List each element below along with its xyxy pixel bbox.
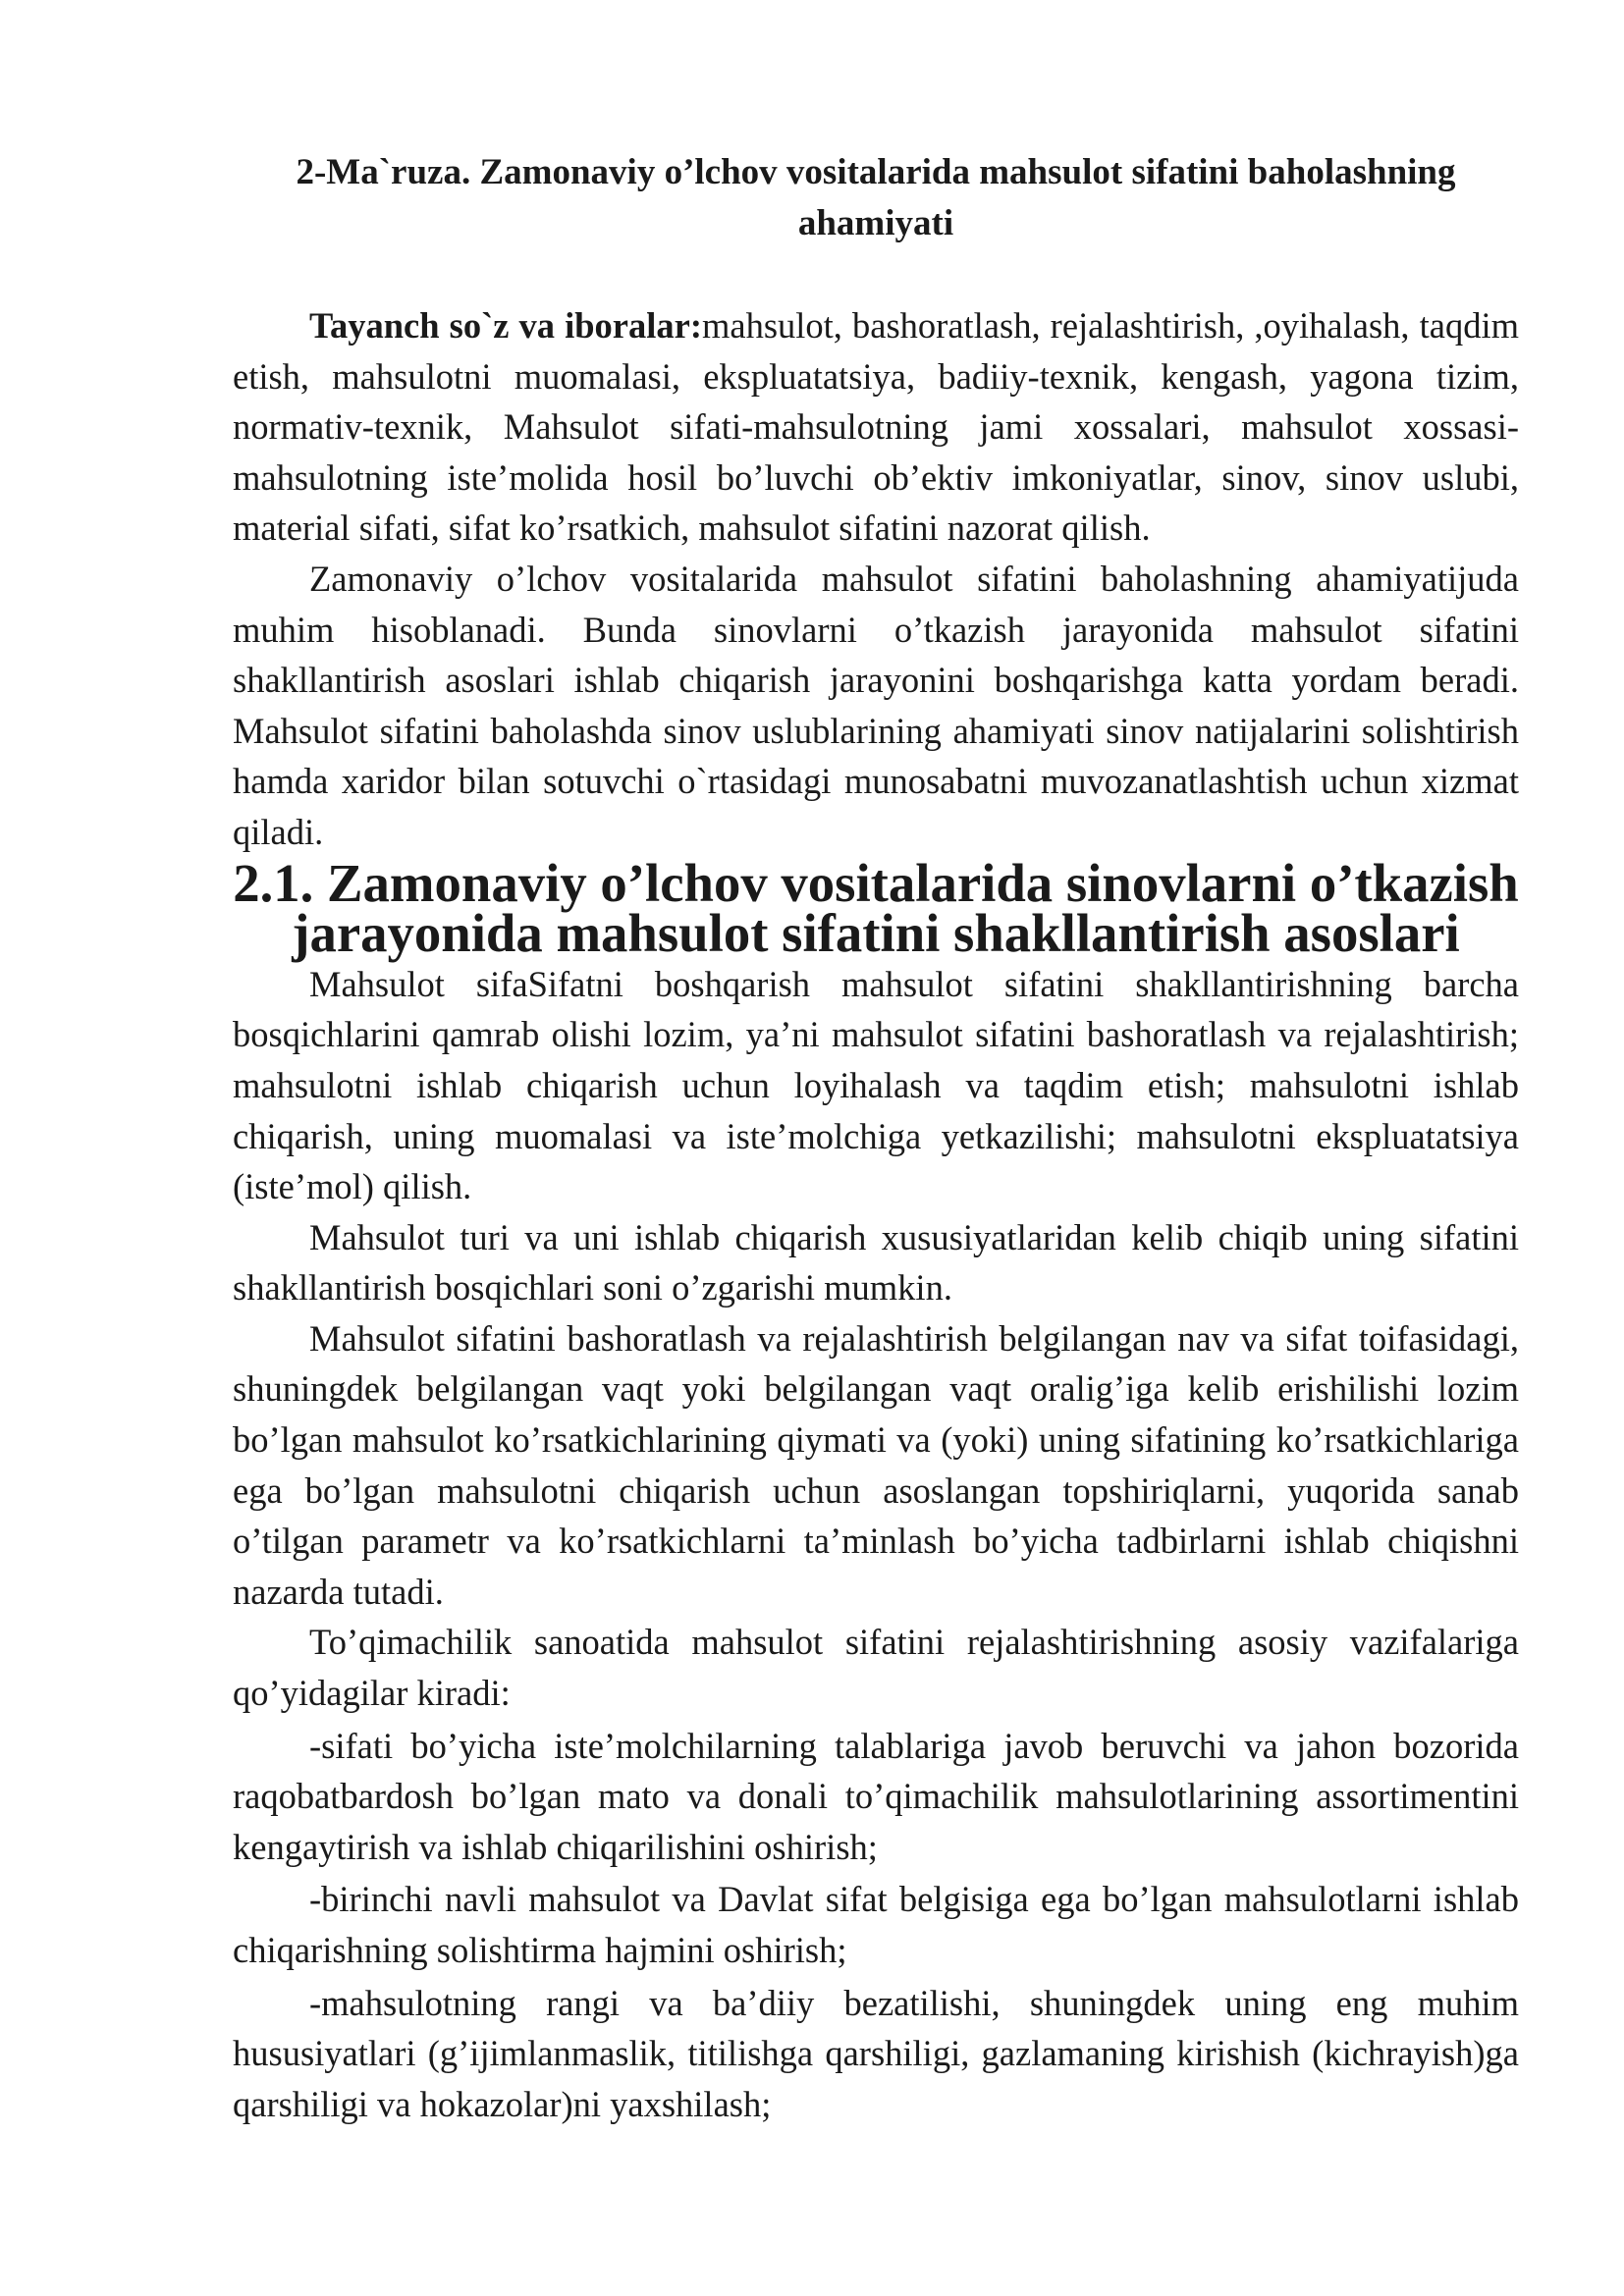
body-paragraph: Mahsulot sifaSifatni boshqarish mahsulot sifatini shakllantirishning barcha bosqichlarini qamrab olishi lozim, ya’ni mahsulot sifatini bashoratlash va rejalashtirish; mahsulotni ishlab chiqarish uchun loyihalash va taqdim etish; mahsulotni ishlab chiqarish, uning muomalasi va iste’molchiga yetkazilishi; mahsulotni ekspluatatsiya (iste’mol) qilish. — [233, 963, 1519, 1207]
list-item: -sifati bo’yicha iste’molchilarning talablariga javob beruvchi va jahon bozorida raqobatbardosh bo’lgan mato va donali to’qimachilik mahsulotlarining assortimentini kengaytirish va ishlab chiqarilishini oshirish; — [233, 1725, 1519, 1867]
title-spacer — [233, 249, 1519, 300]
section-title: 2.1. Zamonaviy o’lchov vositalarida sinovlarni o’tkazish jarayonida mahsulot sifatini shakllantirish asoslari — [233, 852, 1519, 964]
body-paragraph: Mahsulot sifatini bashoratlash va rejalashtirish belgilangan nav va sifat toifasidagi, shuningdek belgilangan vaqt yoki belgilangan vaqt oralig’iga kelib erishilishi lozim bo’lgan mahsulot ko’rsatkichlarining qiymati va (yoki) uning sifatining ko’rsatkichlariga ega bo’lgan mahsulotni chiqarish uchun asoslangan topshiriqlarni, yuqorida sanab o’tilgan parametr va ko’rsatkichlarni ta’minlash bo’yicha tadbirlarni ishlab chiqishni nazarda tutadi. — [233, 1317, 1519, 1612]
keywords-paragraph — [233, 300, 1519, 554]
list-item: -birinchi navli mahsulot va Davlat sifat belgisiga ega bo’lgan mahsulotlarni ishlab chiqarishning solishtirma hajmini oshirish; — [233, 1879, 1519, 1970]
list-item: -mahsulotning rangi va ba’diiy bezatilishi, shuningdek uning eng muhim hususiyatlari (g’ijimlanmaslik, titilishga qarshiligi, gazlamaning kirishish (kichrayish)ga qarshiligi va hokazolar)ni yaxshilash; — [233, 1982, 1519, 2124]
intro-paragraph: Zamonaviy o’lchov vositalarida mahsulot sifatini baholashning ahamiyatijuda muhim hisoblanadi. Bunda sinovlarni o’tkazish jarayonida mahsulot sifatini shakllantirish asoslari ishlab chiqarish jarayonini boshqarishga katta yordam beradi. Mahsulot sifatini baholashda sinov uslublarining ahamiyati sinov natijalarini solishtirish hamda xaridor bilan sotuvchi o`rtasidagi munosabatni muvozanatlashtish uchun xizmat qiladi. — [233, 558, 1519, 852]
document-body — [233, 147, 1519, 2129]
keywords-label: Tayanch so`z va iboralar: — [309, 305, 702, 346]
keywords-text: mahsulot, bashoratlash, rejalashtirish, ,oyihalash, taqdim etish, mahsulotni muomalasi, ekspluatatsiya, badiiy-texnik, kengash, yagona tizim, normativ-texnik, Mahsulot sifati-mahsulotning jami xossalari, mahsulot xossasi-mahsulotning iste’molida hosil bo’luvchi ob’ektiv imkoniyatlar, sinov, sinov uslubi, material sifati, sifat ko’rsatkich, mahsulot sifatini nazorat qilish. — [233, 305, 1519, 549]
lecture-title: 2-Ma`ruza. Zamonaviy o’lchov vositalarida mahsulot sifatini baholashning ahamiyati — [296, 152, 1456, 243]
body-paragraph: To’qimachilik sanoatida mahsulot sifatini rejalashtirishning asosiy vazifalariga qo’yidagilar kiradi: — [233, 1622, 1519, 1714]
body-paragraph: Mahsulot turi va uni ishlab chiqarish xususiyatlaridan kelib chiqib uning sifatini shakllantirish bosqichlari soni o’zgarishi mumkin. — [233, 1216, 1519, 1308]
